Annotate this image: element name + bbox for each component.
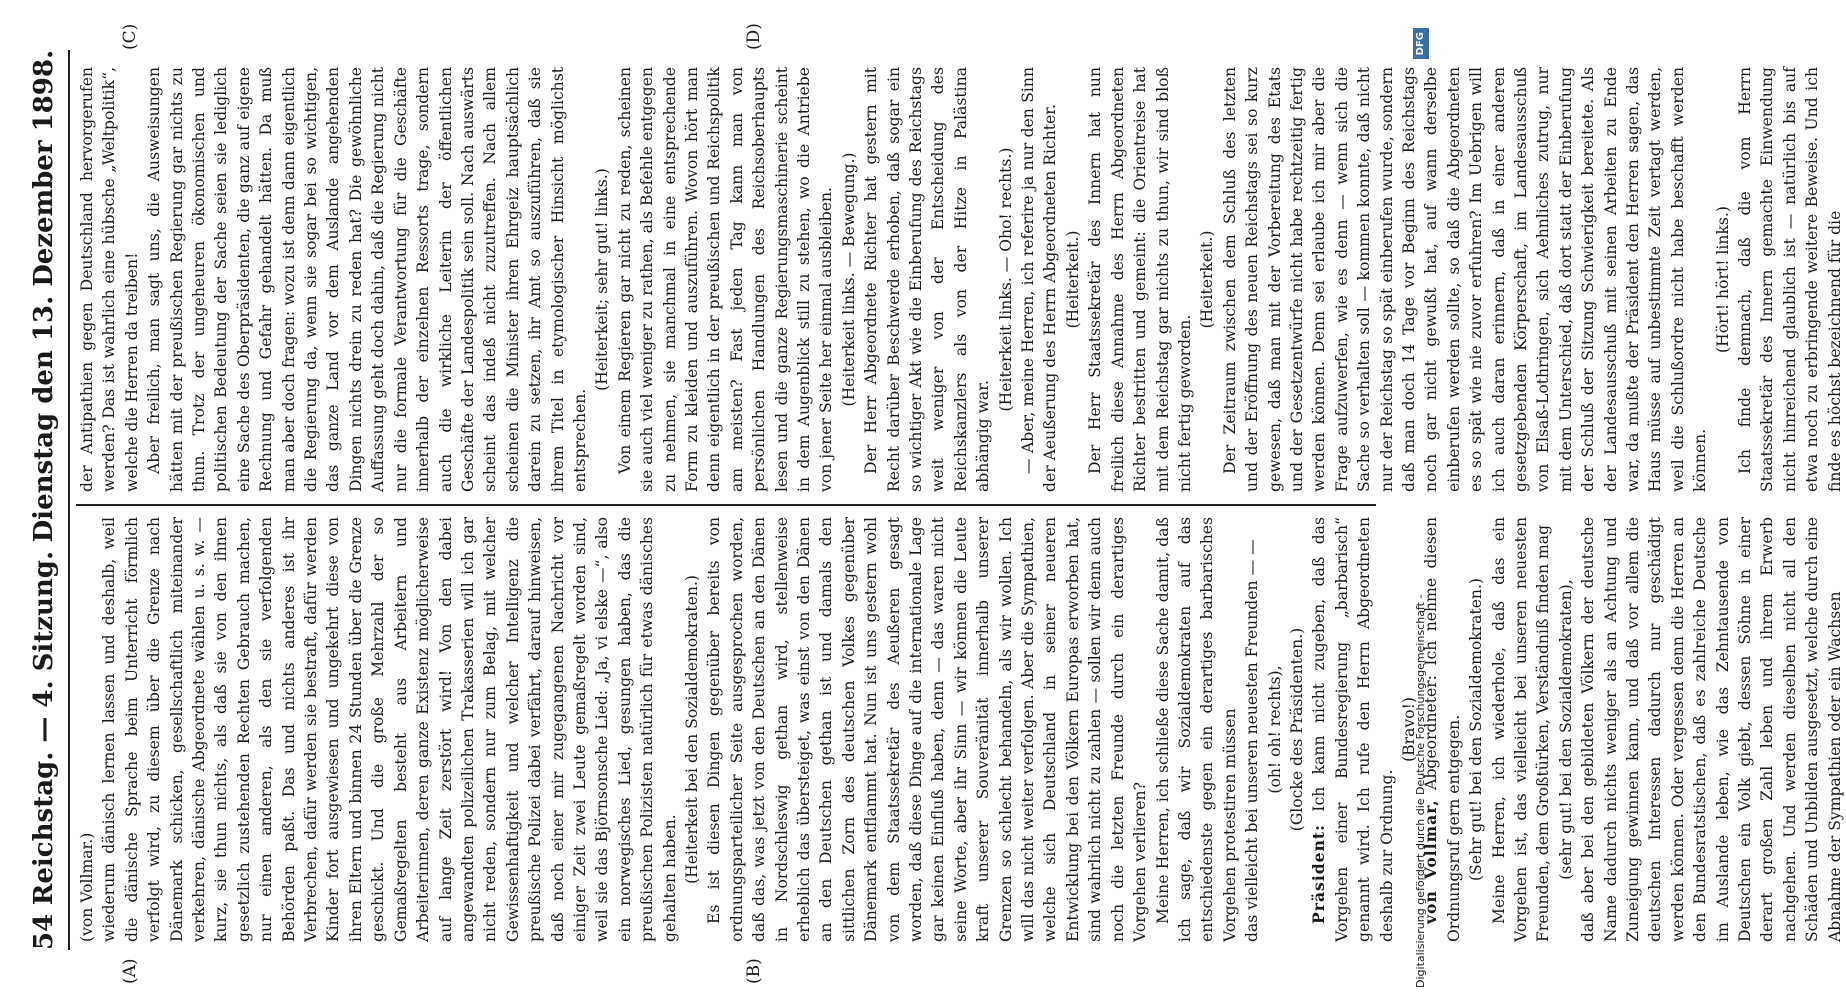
left-column-paragraph	[98, 517, 681, 942]
left-column-paragraph	[1465, 517, 1487, 942]
right-column-paragraph	[995, 67, 1017, 492]
dfg-badge: DFG	[1413, 28, 1429, 59]
right-column-paragraph	[1017, 67, 1062, 492]
digitization-credit	[1412, 8, 1430, 992]
paragraph-text: Der Zeitraum zwischen dem Schluß des letzten und der Eröffnung des neuen Reichstags sei so kurz gewesen, daß man mit der Vorbereitung des Etats und der Gesetzentwürfe nicht habe rechtzeitig fertig werden können. Denn sei erlaube ich mir aber die Frage aufzuwerfen, wie es denn — wenn sich die Sache so verhalten soll — kommen konnte, daß nicht nur der Reichstag so spät einberufen wurde, sondern daß man doch 14 Tage vor Beginn des Reichstags noch gar nicht gewußt hat, auf wann derselbe einberufen werden sollte, so daß die Abgeordneten es so spät wie nie zuvor erfuhren? Im Uebrigen will ich auch daran erinnern, daß in einer anderen gesetzgebenden Körperschaft, im Landesausschuß von Elsaß-Lothringen, sich Aehnliches zutrug, nur mit dem Unterschied, daß dort statt der Einberufung der Schluß der Sitzung Schwierigkeit bereitete. Als der Landesausschuß mit seinen Arbeiten zu Ende war, da mußte der Präsident den Herren sagen, das Haus müsse auf unbestimmte Zeit vertagt werden, weil die Schlußordre nicht habe beschafft werden können.	[1220, 67, 1710, 492]
column-divider	[76, 504, 1376, 506]
margin-letter-b: (B)	[744, 958, 764, 984]
header-title-left: Reichstag. — 4. Sitzung.	[29, 550, 59, 906]
page-number: 54	[29, 913, 59, 950]
paragraph-text: (oh! oh! rechts),	[1265, 665, 1284, 794]
header-title-right: Dienstag den 13. Dezember 1898.	[29, 50, 59, 543]
paragraph-text: daß aber bei den gebildeten Völkern der deutsche Name dadurch nichts weniger als an Achtung und Zuneigung gewinnen kann, und daß vor allem die deutschen Interessen dadurch nur geschädigt werden können. Oder vergessen denn die Herren an den Bundesratstischen, daß es zahlreiche Deutsche im Auslande leben, wie das Zehntausende von Deutschen ein Volk giebt, dessen Söhne in einer derart großen Zahl leben und ihrem Erwerb nachgehen. Und werden dieselben nicht all den Schäden und Unbilden ausgesetzt, welche durch eine Abnahme der Sympathien oder ein Wachsen	[1579, 516, 1844, 942]
paragraph-text: wiederum dänisch lernen lassen und deshalb, weil die dänische Sprache beim Unterricht förmlich verfolgt wird, zu diesem über die Grenze nach Dänemark schicken, gesellschaftlich miteinander verkehren, dänische Abgeordnete wählen u. s. w. — kurz, sie thun nichts, als daß sie von den ihnen gesetzlich zustehenden Rechten Gebrauch machen, nur einen anderen, als den sie verfolgenden Behörden paßt. Das und nichts anderes ist ihr Verbrechen, dafür werden sie bestraft, dafür werden Kinder fort ausgewiesen und ungekehrt diese von ihren Eltern und binnen 24 Stunden über die Grenze geschickt. Und die große Mehrzahl der so Gemaßregelten besteht aus Arbeitern und Arbeiterinnen, deren ganze Existenz möglicherweise auf lange Zeit zerstört wird! Von den dabei angewandten polizeilichen Trakasserien will ich gar nicht reden, sondern nur zum Belag, mit welcher Gewissenhaftigkeit und welcher Intelligenz die preußische Polizei dabei verfährt, darauf hinweisen, daß noch einer mir zugegangenen Nachricht vor einiger Zeit zwei Leute gemaßregelt worden sind, weil sie das Björnsonsche Lied: „Ja, vi elske —“, also ein norwegisches Lied, gesungen haben, das die preußischen Polizisten natürlich für etwas dänisches gehalten haben.	[100, 517, 679, 942]
left-column-paragraph	[1286, 517, 1308, 942]
margin-letter-d: (D)	[744, 23, 764, 50]
paragraph-text: Meine Herren, ich wiederhole, daß das ein Vorgehen ist, das vielleicht bei unseren neuesten Freunden, dem Großtürken, Verständniß finden mag	[1489, 517, 1553, 942]
right-column	[76, 67, 1844, 492]
right-column-paragraph	[76, 67, 143, 492]
paragraph-text: (sehr gut! bei den Sozialdemokraten),	[1556, 579, 1575, 880]
left-column-paragraph	[703, 517, 1151, 942]
left-column-paragraph	[1577, 517, 1846, 942]
paragraph-text: (Sehr gut! bei den Sozialdemokraten.)	[1467, 577, 1486, 882]
header-rule	[68, 50, 70, 950]
right-column-paragraph	[1062, 67, 1084, 492]
right-column-paragraph	[1734, 67, 1846, 492]
speaker-name: von Vollmar,	[1421, 799, 1441, 924]
right-column-paragraph	[1219, 67, 1712, 492]
paragraph-text: Aber freilich, man sagt uns, die Ausweisungen hätten mit der preußischen Regierung gar nichts zu thun. Trotz der ungeheuren ökonomischen und politischen Bedeutung der Sache seien sie lediglich eine Sache des Oberpräsidenten, die ganz auf eigene Rechnung und Gefahr gehandelt hätten. Da muß man aber doch fragen: wozu ist denn dann eigentlich die Regierung da, wenn sie sogar bei so wichtigen, das ganze Land vor dem Auslande angehenden Dingen nichts drein zu reden hat? Die gewöhnliche Auffassung geht doch dahin, daß die Regierung nicht nur die formale Verantwortung für die Geschäfte innerhalb der einzelnen Ressorts trage, sondern auch die wirkliche Leiterin der öffentlichen Geschäfte der Landespolitik sein soll. Nach auswärts scheint das indeß nicht zuzutreffen. Nach allem scheinen die Minister ihren Ehrgeiz hauptsächlich darein zu setzen, ihr Amt so auszuführen, daß sie ihrem Titel in etymologischer Hinsicht möglichst entsprechen.	[145, 67, 589, 492]
credit-text: Digitalisierung gefördert durch die Deutsche Forschungsgemeinschaft -	[1414, 594, 1427, 988]
paragraph-text: Ich finde demnach, daß die vom Herrn Staatssekretär des Innern gemachte Einwendung nicht hinreichend glaublich ist — natürlich bis auf etwa noch zu erbringende weitere Beweise. Und ich finde es höchst bezeichnend für die	[1736, 67, 1844, 492]
right-column-paragraph	[860, 67, 994, 492]
paragraph-text: Von einem Regieren gar nicht zu reden, scheinen sie auch viel weniger zu rathen, als Befehle entgegen zu nehmen, sie manchmal in eine entsprechende Form zu kleiden und auszuführen. Wovon hört man denn eigentlich in der preußischen und Reichspolitik am meisten? Fast jeden Tag kann man von persönlichen Handlungen des Reichsoberhaupts lesen und die ganze Regierungsmaschinerie scheint in dem Augenblick still zu stehen, wo die Antriebe von jener Seite her einmal ausbleiben.	[615, 67, 836, 492]
left-column-paragraph	[1308, 517, 1398, 942]
paragraph-text: Der Herr Abgeordnete Richter hat gestern mit Recht darüber Beschwerde erhoben, daß sogar ein so wichtiger Akt wie die Einberufung des Reichstags weit weniger von der Entscheidung des Reichskanzlers als von der Hitze in Palästina abhängig war.	[862, 67, 993, 492]
paragraph-text: (von Vollmar.)	[78, 832, 96, 942]
left-column-paragraph	[1264, 517, 1286, 942]
page-header	[24, 50, 64, 950]
paragraph-text: Meine Herren, ich schließe diese Sache damit, daß ich sage, daß wir Sozialdemokraten auf das entschiedenste gegen ein derartiges barbarisches Vorgehen protestiren müssen	[1153, 517, 1239, 942]
paragraph-text: der Antipathien gegen Deutschland hervorgerufen werden? Das ist wahrlich eine hübsche „Weltpolitik“, welche die Herren da treiben!	[78, 67, 141, 492]
paragraph-text: Ich kann nicht zugeben, daß das Vorgehen einer Bundesregierung „barbarisch“ genannt wird. Ich rufe den Herrn Abgeordneten deshalb zur Ordnung.	[1310, 517, 1396, 942]
right-column-paragraph	[614, 67, 838, 492]
paragraph-text: Abgeordneter: Ich nehme diesen Ordnungsruf gern entgegen.	[1422, 517, 1463, 942]
right-column-paragraph	[1084, 67, 1196, 492]
paragraph-text: (Heiterkeit bei den Sozialdemokraten.)	[682, 575, 701, 884]
margin-letter-a: (A)	[120, 958, 140, 984]
right-column-paragraph	[1196, 67, 1218, 492]
right-column-paragraph	[591, 67, 613, 492]
right-column-paragraph	[838, 67, 860, 492]
right-column-paragraph	[143, 67, 591, 492]
left-column-paragraph	[1488, 517, 1555, 942]
paragraph-text: Es ist diesen Dingen gegenüber bereits von ordnungsparteilicher Seite ausgesprochen worden, daß das, was jetzt von den Deutschen an den Dänen in Nordschleswig gethan wird, stellenweise erheblich das übersteiget, was einst von den Dänen an den Deutschen gethan ist und damals den sittlichen Zorn des deutschen Volkes gegenüber Dänemark entflammt hat. Nun ist uns gestern wohl von dem Staatssekretär des Aeußeren gesagt worden, daß diese Dinge auf die internationale Lage gar keinen Einfluß haben, denn — das waren nicht seine Worte, aber ihr Sinn — wir können die Leute kraft unserer Souveränität innerhalb unserer Grenzen so schlecht behandeln, als wir wollen. Ich will das nicht weiter verfolgen. Aber die Sympathien, welche sich Deutschland in seiner neueren Entwicklung bei den Völkern Europas erworben hat, sind wahrlich nicht zu zahlen — sollen wir denn auch noch die letzten Freunde durch ein derartiges Vorgehen verlieren?	[705, 517, 1150, 942]
left-column-paragraph	[1241, 517, 1263, 942]
paragraph-text: — Aber, meine Herren, ich referire ja nur den Sinn der Aeußerung des Herrn Abgeordneten Richter.	[1019, 67, 1060, 492]
credit-line	[1412, 28, 1430, 988]
margin-letter-c: (C)	[120, 23, 140, 50]
paragraph-text: (Glocke des Präsidenten.)	[1287, 627, 1306, 832]
paragraph-text: Der Herr Staatssekretär des Innern hat nun freilich diese Annahme des Herrn Abgeordneten Richter bestritten und gemeint: die Orientreise hat mit dem Reichstag gar nichts zu thun, wir sind bloß nicht fertig geworden.	[1086, 67, 1194, 492]
paragraph-text: (Heiterkeit.)	[1063, 230, 1082, 329]
paragraph-text: (Bravo!)	[1399, 697, 1418, 762]
paragraph-text: (Heiterkeit links. — Oho! rechts.)	[996, 147, 1015, 412]
right-column-paragraph	[1712, 67, 1734, 492]
paragraph-text: (Heiterkeit links. — Bewegung.)	[839, 152, 858, 407]
paragraph-text: (Heiterkeit.)	[1198, 230, 1217, 329]
speaker-name: Präsident:	[1309, 824, 1329, 924]
left-column-paragraph	[1555, 517, 1577, 942]
paragraph-text: (Hört! hört! links.)	[1713, 206, 1732, 353]
left-column-paragraph	[1152, 517, 1242, 942]
paragraph-text: das vielleicht bei unseren neuesten Freunden — —	[1243, 539, 1262, 942]
paragraph-text: (Heiterkeit; sehr gut! links.)	[593, 168, 612, 391]
left-column-paragraph	[76, 517, 98, 942]
left-column-paragraph	[681, 517, 703, 942]
